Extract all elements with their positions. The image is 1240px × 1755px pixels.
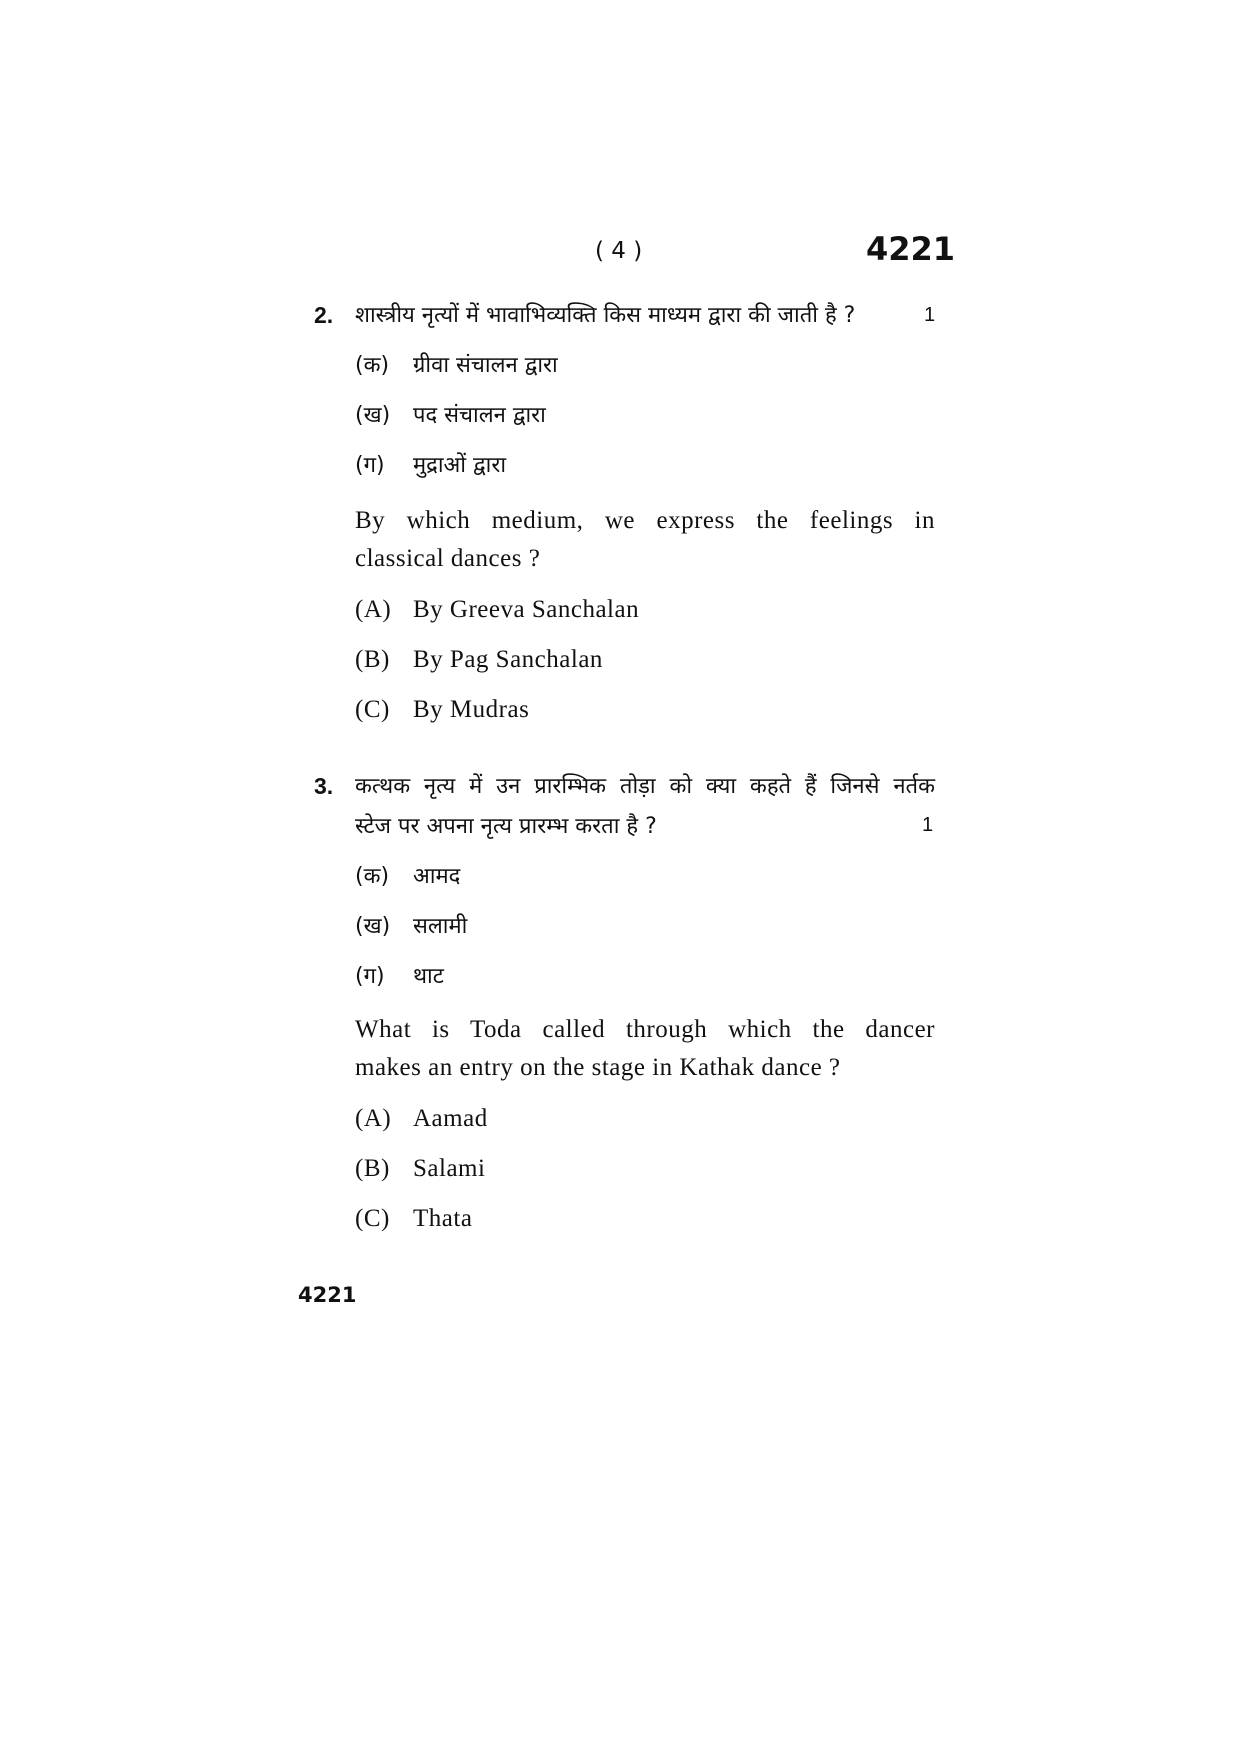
question-hindi-text: स्टेज पर अपना नृत्य प्रारम्भ करता है ? [355,814,657,839]
question-number: 2. [314,302,334,328]
option-label: (A) [355,1105,392,1132]
option-label: (B) [355,1155,390,1182]
hindi-option [355,449,506,479]
option-text: Salami [413,1155,486,1182]
english-option [355,1205,472,1233]
question-english-text: classical dances ? [355,545,541,572]
option-label: (क) [355,864,390,889]
hindi-option [355,860,460,890]
english-option [355,1105,488,1133]
option-text: By Pag Sanchalan [413,646,603,673]
option-label: (ख) [355,914,391,939]
english-option [355,596,639,624]
question-english-text: By which medium, we express the feelings in [355,507,935,534]
option-text: आमद [413,864,461,889]
option-text: सलामी [413,914,468,939]
option-label: (क) [355,353,390,378]
hindi-option [355,399,546,429]
question-hindi-text: शास्त्रीय नृत्यों में भावाभिव्यक्ति किस माध्यम द्वारा की जाती है ? [355,303,856,328]
question-hindi-text: कत्थक नृत्य में उन प्रारम्भिक तोड़ा को क्या कहते हैं जिनसे नर्तक [355,774,935,799]
option-text: पद संचालन द्वारा [413,403,546,428]
question-number: 3. [314,773,334,799]
question-marks: 1 [922,814,934,836]
option-text: थाट [413,964,444,989]
option-label: (ग) [355,964,385,989]
hindi-option [355,910,467,940]
option-text: By Mudras [413,696,530,723]
option-label: (C) [355,696,390,723]
option-label: (C) [355,1205,390,1232]
english-option [355,646,603,674]
option-text: By Greeva Sanchalan [413,596,640,623]
option-label: (ख) [355,403,391,428]
english-option [355,696,529,724]
hindi-option [355,960,444,990]
page-number: ( 4 ) [595,238,643,264]
paper-code-footer: 4221 [298,1283,357,1307]
question-marks: 1 [924,304,936,326]
english-option [355,1155,485,1183]
question-english-text: makes an entry on the stage in Kathak dance ? [355,1054,841,1081]
hindi-option [355,349,558,379]
question-english-text: What is Toda called through which the dancer [355,1016,935,1043]
option-text: Thata [413,1205,473,1232]
option-label: (ग) [355,453,385,478]
option-label: (B) [355,646,390,673]
option-text: मुद्राओं द्वारा [413,453,507,478]
paper-code-header: 4221 [866,230,956,268]
option-text: Aamad [413,1105,488,1132]
option-text: ग्रीवा संचालन द्वारा [413,353,558,378]
option-label: (A) [355,596,392,623]
